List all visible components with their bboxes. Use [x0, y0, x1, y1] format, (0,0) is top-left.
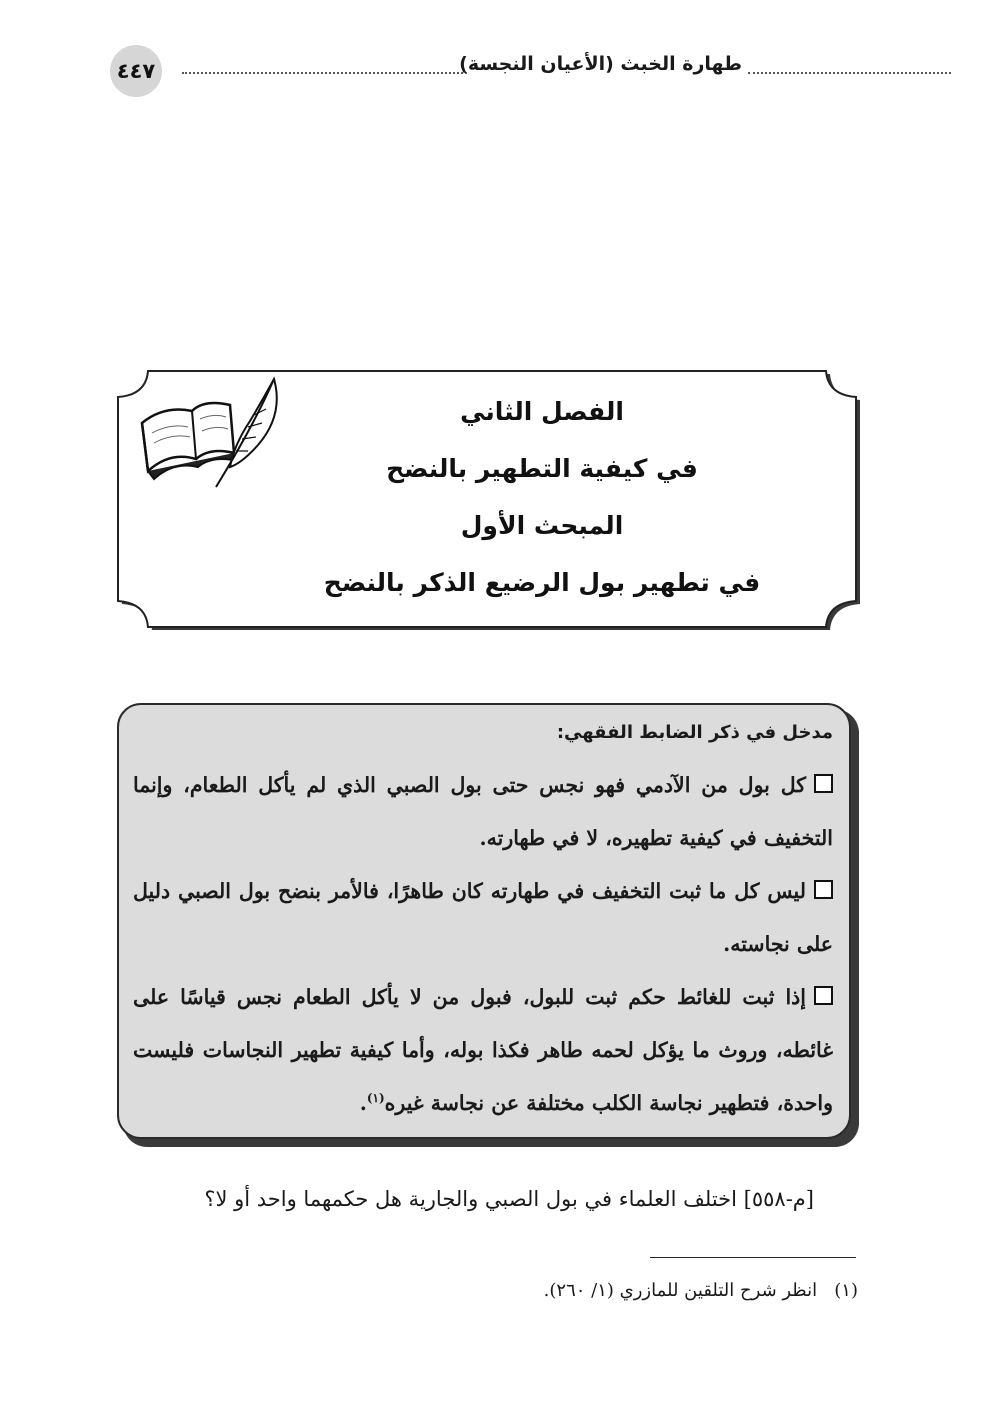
running-title: طهارة الخبث (الأعيان النجسة)	[459, 53, 742, 75]
section-subject: في تطهير بول الرضيع الذكر بالنضح	[323, 568, 761, 597]
footnote-marker: (١)	[834, 1280, 858, 1301]
title-block	[262, 383, 822, 611]
footnote-separator	[650, 1257, 856, 1258]
rule-item	[133, 865, 833, 971]
rule-item-text: كل بول من الآدمي فهو نجس حتى بول الصبي الذي لم يأكل الطعام، وإنما التخفيف في كيفية تطهيره، لا في طهارته.	[133, 773, 833, 850]
rule-item-text: إذا ثبت للغائط حكم ثبت للبول، فبول من لا يأكل الطعام نجس قياسًا على غائطه، وروث ما يؤكل لحمه طاهر فكذا بوله، وأما كيفية تطهير النجاسات فليست واحدة، فتطهير نجاسة الكلب مختلفة عن نجاسة غيره	[133, 985, 833, 1115]
chapter-subject: في كيفية التطهير بالنضح	[386, 454, 698, 483]
chapter-title-frame	[112, 365, 862, 630]
rule-item-text: ليس كل ما ثبت التخفيف في طهارته كان طاهرًا، فالأمر بنضح بول الصبي دليل على نجاسته.	[133, 879, 833, 956]
running-header	[110, 45, 845, 97]
section-title: المبحث الأول	[460, 511, 624, 540]
footnote-reference[interactable]: (١)	[366, 1091, 385, 1106]
fiqh-rule-box	[117, 703, 857, 1143]
rule-heading: مدخل في ذكر الضابط الفقهي:	[556, 722, 833, 743]
rule-item	[133, 971, 833, 1130]
checkbox-bullet-icon	[814, 880, 833, 899]
footnote-text: انظر شرح التلقين للمازري (١/ ٢٦٠).	[543, 1280, 818, 1301]
page-number: ٤٤٧	[110, 45, 162, 97]
checkbox-bullet-icon	[814, 986, 833, 1005]
chapter-title: الفصل الثاني	[460, 397, 624, 426]
box-panel	[117, 703, 851, 1139]
rule-content	[133, 715, 833, 1130]
header-dotted-leader-left	[182, 72, 467, 74]
rule-item-end: .	[359, 1091, 367, 1115]
footnote	[158, 1276, 858, 1306]
issue-question: [م-٥٥٨] اختلف العلماء في بول الصبي والجارية هل حكمهما واحد أو لا؟	[204, 1187, 814, 1211]
header-dotted-leader-right	[748, 72, 951, 74]
rule-item	[133, 759, 833, 865]
checkbox-bullet-icon	[814, 774, 833, 793]
